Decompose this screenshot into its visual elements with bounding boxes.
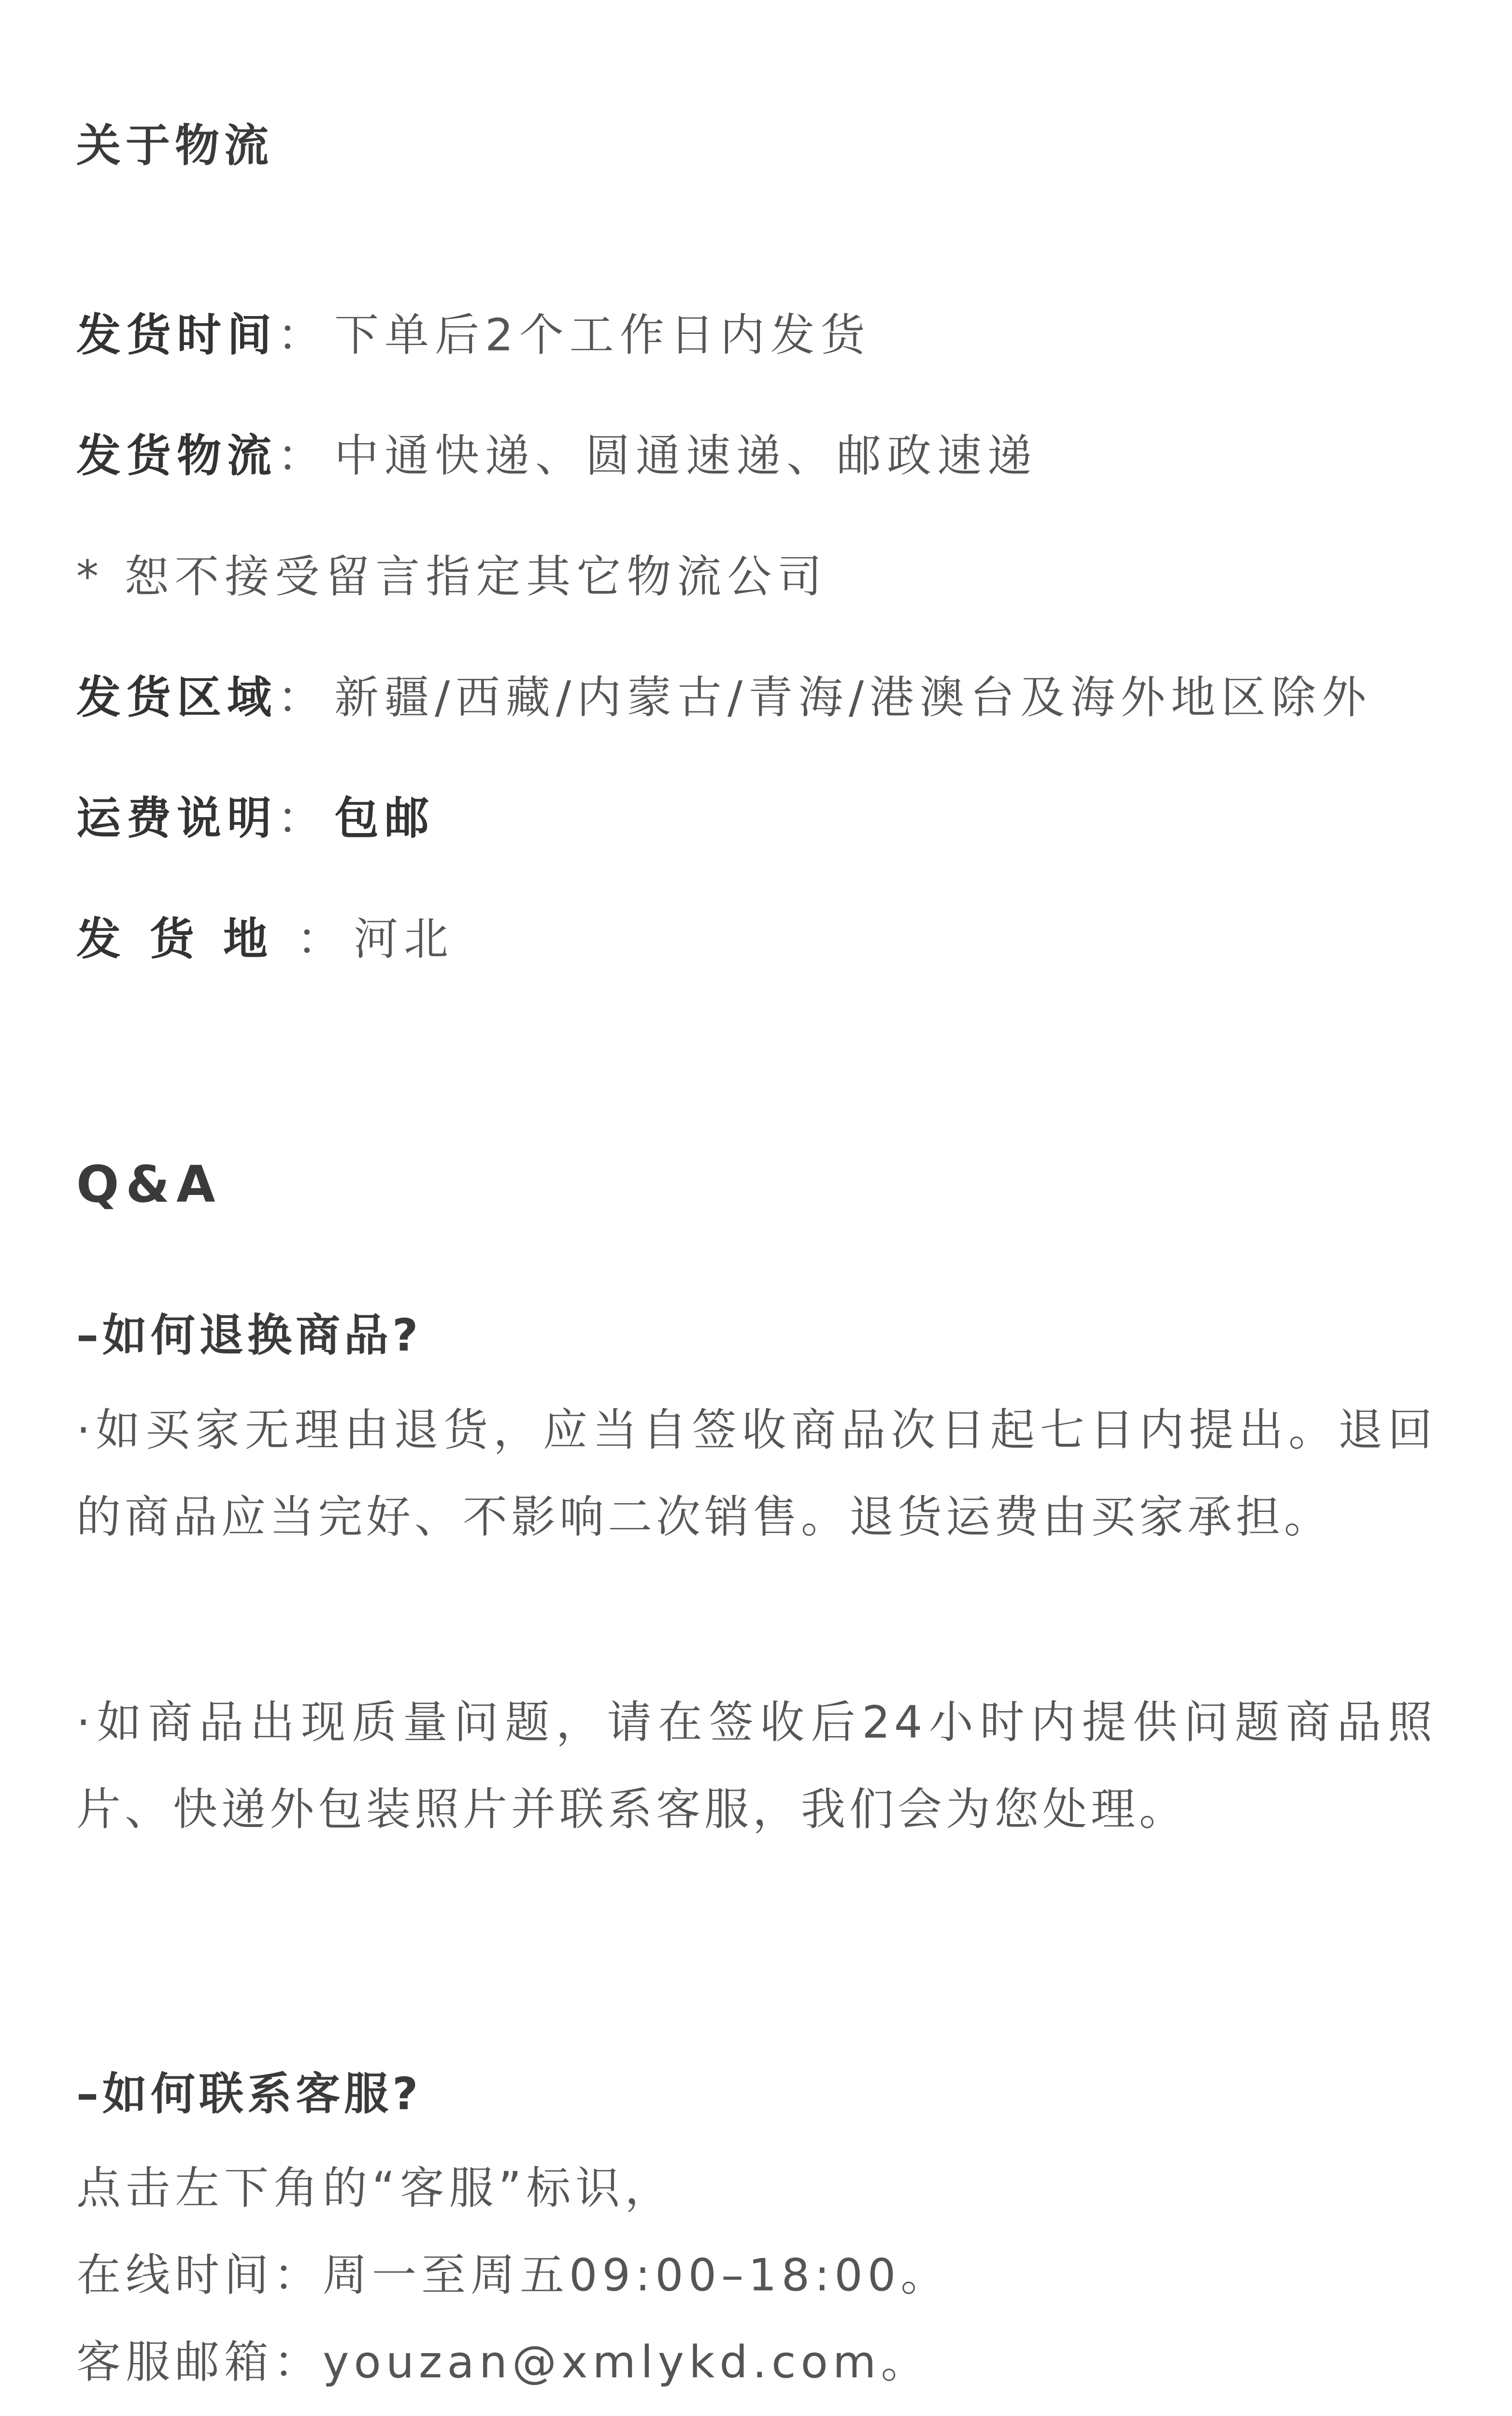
info-key: 发货区域 [76, 672, 278, 723]
info-separator: ： [277, 309, 328, 361]
answer-line: 在线时间：周一至周五09:00–18:00。 [76, 2249, 950, 2301]
info-value: 新疆/西藏/内蒙古/青海/港澳台及海外地区除外 [334, 672, 1372, 723]
info-row-region [76, 662, 1372, 726]
info-key: 运费说明 [76, 792, 278, 844]
info-key: 发货时间 [76, 309, 278, 361]
info-row-carrier [76, 420, 1038, 484]
info-row-origin [76, 904, 454, 967]
info-value: 下单后2个工作日内发货 [334, 309, 871, 361]
info-value: 河北 [354, 913, 455, 965]
info-separator: ： [297, 913, 347, 965]
info-separator: ： [277, 792, 328, 844]
answer-line: 点击左下角的“客服”标识， [76, 2162, 674, 2214]
logistics-title: 关于物流 [76, 120, 274, 172]
info-key: 发货物流 [76, 430, 278, 482]
qa-title: Q&A [76, 1155, 222, 1214]
question-contact-service: –如何联系客服? [76, 2068, 422, 2120]
info-value: 中通快递、圆通速递、邮政速递 [334, 430, 1038, 482]
info-row-shipping-fee [76, 783, 435, 847]
info-key: 发货地 [76, 913, 297, 965]
info-value: 包邮 [334, 792, 435, 844]
info-separator: ： [277, 672, 328, 723]
answer-paragraph: ·如商品出现质量问题，请在签收后24小时内提供问题商品照片、快递外包装照片并联系客服，我们会为您处理。 [76, 1697, 1436, 1835]
question-returns: –如何退换商品? [76, 1309, 422, 1361]
carrier-note: * 恕不接受留言指定其它物流公司 [76, 551, 828, 603]
info-row-ship-time [76, 300, 871, 363]
answer-paragraph: ·如买家无理由退货，应当自签收商品次日起七日内提出。退回的商品应当完好、不影响二次销售。退货运费由买家承担。 [76, 1404, 1436, 1543]
info-separator: ： [277, 430, 328, 482]
answer-line: 客服邮箱：youzan@xmlykd.com。 [76, 2336, 930, 2388]
